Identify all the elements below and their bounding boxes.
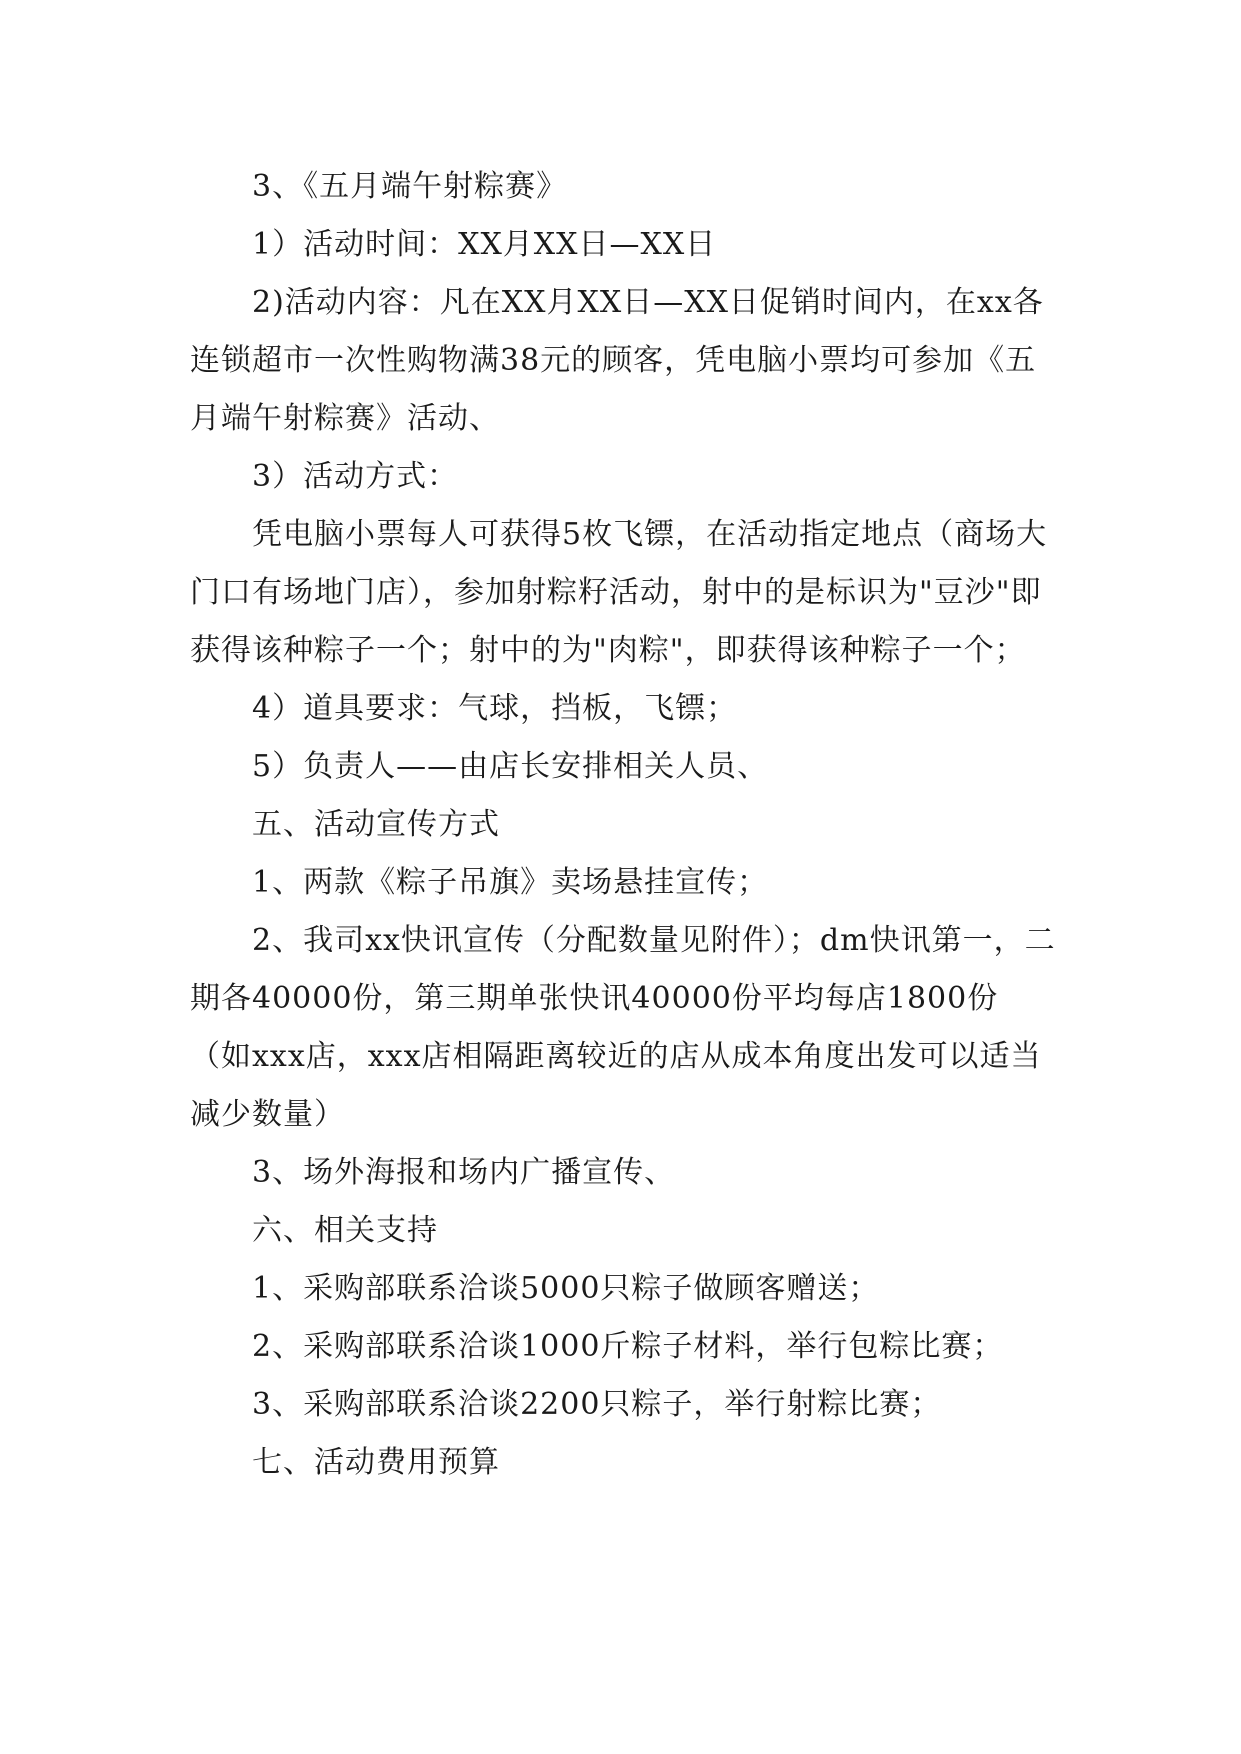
- paragraph-support-2: 2、采购部联系洽谈1000斤粽子材料，举行包粽比赛；: [252, 1329, 1004, 1364]
- section-heading-support: 六、相关支持: [252, 1213, 438, 1248]
- paragraph-activity-time: 1）活动时间：XX月XX日—XX日: [252, 227, 717, 262]
- section-heading-promotion: 五、活动宣传方式: [252, 807, 500, 842]
- paragraph-contest-title: 3、《五月端午射粽赛》: [252, 169, 568, 204]
- paragraph-responsible: 5）负责人——由店长安排相关人员、: [252, 749, 769, 784]
- document-body: [190, 158, 1060, 1492]
- paragraph-support-1: 1、采购部联系洽谈5000只粽子做顾客赠送；: [252, 1271, 880, 1306]
- paragraph-activity-method-heading: 3）活动方式：: [252, 459, 459, 494]
- paragraph-promotion-3: 3、场外海报和场内广播宣传、: [252, 1155, 676, 1190]
- paragraph-promotion-1: 1、两款《粽子吊旗》卖场悬挂宣传；: [252, 865, 769, 900]
- paragraph-activity-method: 凭电脑小票每人可获得5枚飞镖，在活动指定地点（商场大门口有场地门店），参加射粽籽活动，射中的是标识为"豆沙"即获得该种粽子一个；射中的为"肉粽"，即获得该种粽子一个；: [190, 517, 1048, 668]
- section-heading-budget: 七、活动费用预算: [252, 1445, 500, 1480]
- paragraph-props: 4）道具要求：气球，挡板，飞镖；: [252, 691, 738, 726]
- paragraph-promotion-2: 2、我司xx快讯宣传（分配数量见附件）；dm快讯第一，二期各40000份，第三期单张快讯40000份平均每店1800份（如xxx店，xxx店相隔距离较近的店从成本角度出发可以适当减少数量）: [190, 923, 1056, 1132]
- paragraph-activity-content: 2)活动内容：凡在XX月XX日—XX日促销时间内，在xx各连锁超市一次性购物满38元的顾客，凭电脑小票均可参加《五月端午射粽赛》活动、: [190, 285, 1044, 436]
- paragraph-support-3: 3、采购部联系洽谈2200只粽子，举行射粽比赛；: [252, 1387, 942, 1422]
